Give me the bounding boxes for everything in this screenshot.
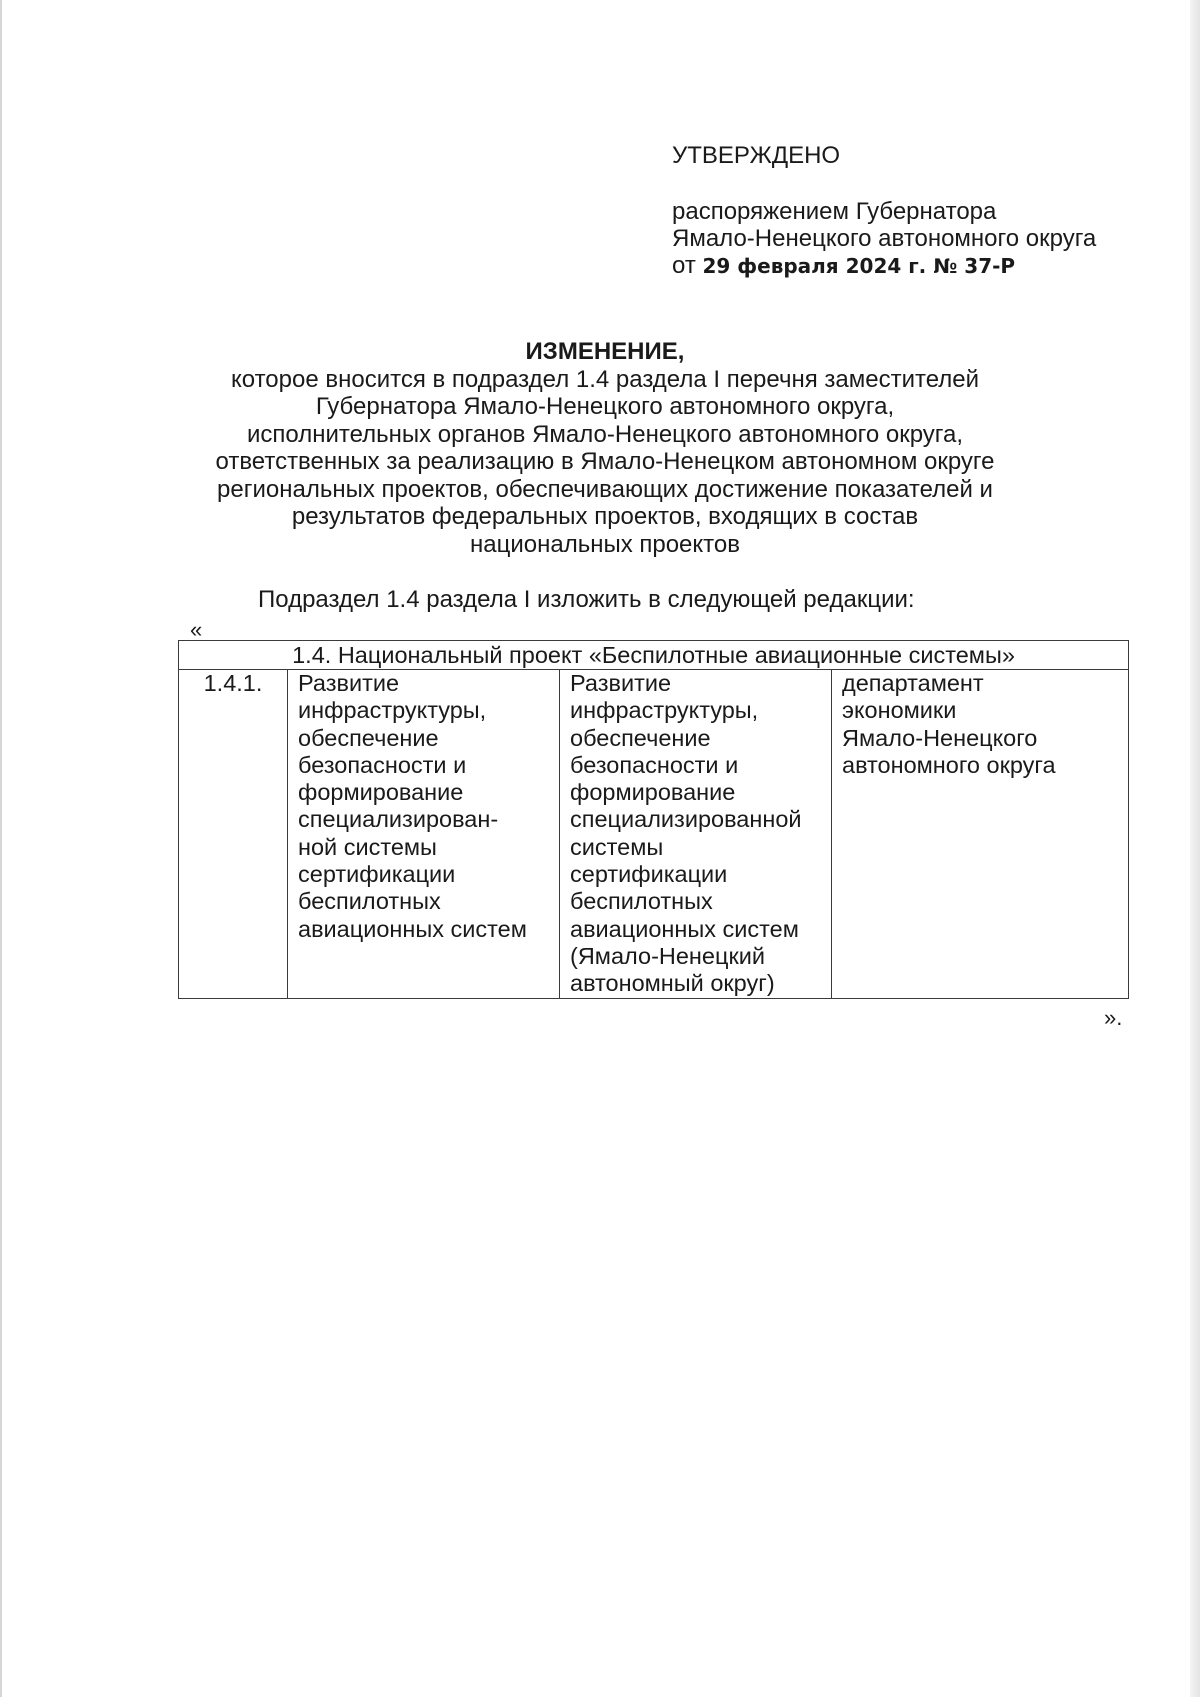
title-line-5: региональных проектов, обеспечивающих достижение показателей и <box>217 475 993 503</box>
title-line-6: результатов федеральных проектов, входящих в состав <box>291 503 919 530</box>
title-line-4: ответственных за реализацию в Ямало-Ненецком автономном округе <box>215 448 995 475</box>
approval-block <box>672 142 1142 280</box>
approval-label: УТВЕРЖДЕНО <box>672 142 841 169</box>
row-number-cell: 1.4.1. <box>179 670 288 999</box>
title-line-3: исполнительных органов Ямало-Ненецкого автономного округа, <box>246 420 964 448</box>
table-section-row <box>179 641 1129 670</box>
approval-date-line <box>672 252 1142 280</box>
regional-project-cell: Развитие инфраструктуры, обеспечение безопасности и формирование специализированной системы сертификации беспилотных авиационных систем (Ямало-Ненецкий автономный округ) <box>560 670 832 999</box>
responsible-cell: департамент экономики Ямало-Ненецкого автономного округа <box>832 670 1129 999</box>
title-heading: ИЗМЕНЕНИЕ, <box>525 338 685 365</box>
title-line-2: Губернатора Ямало-Ненецкого автономного округа, <box>315 393 895 420</box>
approval-date-value: 29 февраля 2024 г. № 37-Р <box>702 254 1016 278</box>
approval-line-2: Ямало-Ненецкого автономного округа <box>672 225 1097 252</box>
title-line-7: национальных проектов <box>469 530 740 558</box>
table-row <box>179 670 1129 999</box>
federal-project-cell: Развитие инфраструктуры, обеспечение безопасности и формирование специализирован- ной системы сертификации беспилотных авиационных систем <box>288 670 560 999</box>
projects-table <box>178 640 1129 999</box>
page-left-edge <box>0 0 2 1697</box>
section-header-cell: 1.4. Национальный проект «Беспилотные авиационные системы» <box>179 641 1129 670</box>
instruction-text: Подраздел 1.4 раздела I изложить в следующей редакции: <box>258 586 915 613</box>
document-title <box>170 338 1040 558</box>
opening-quote: « <box>190 617 203 642</box>
title-line-1: которое вносится в подраздел 1.4 раздела I перечня заместителей <box>230 365 980 393</box>
page-right-edge <box>1190 0 1200 1697</box>
approval-date-prefix: от <box>672 252 696 279</box>
approval-line-1: распоряжением Губернатора <box>672 198 997 225</box>
closing-quote: ». <box>1104 1005 1123 1030</box>
